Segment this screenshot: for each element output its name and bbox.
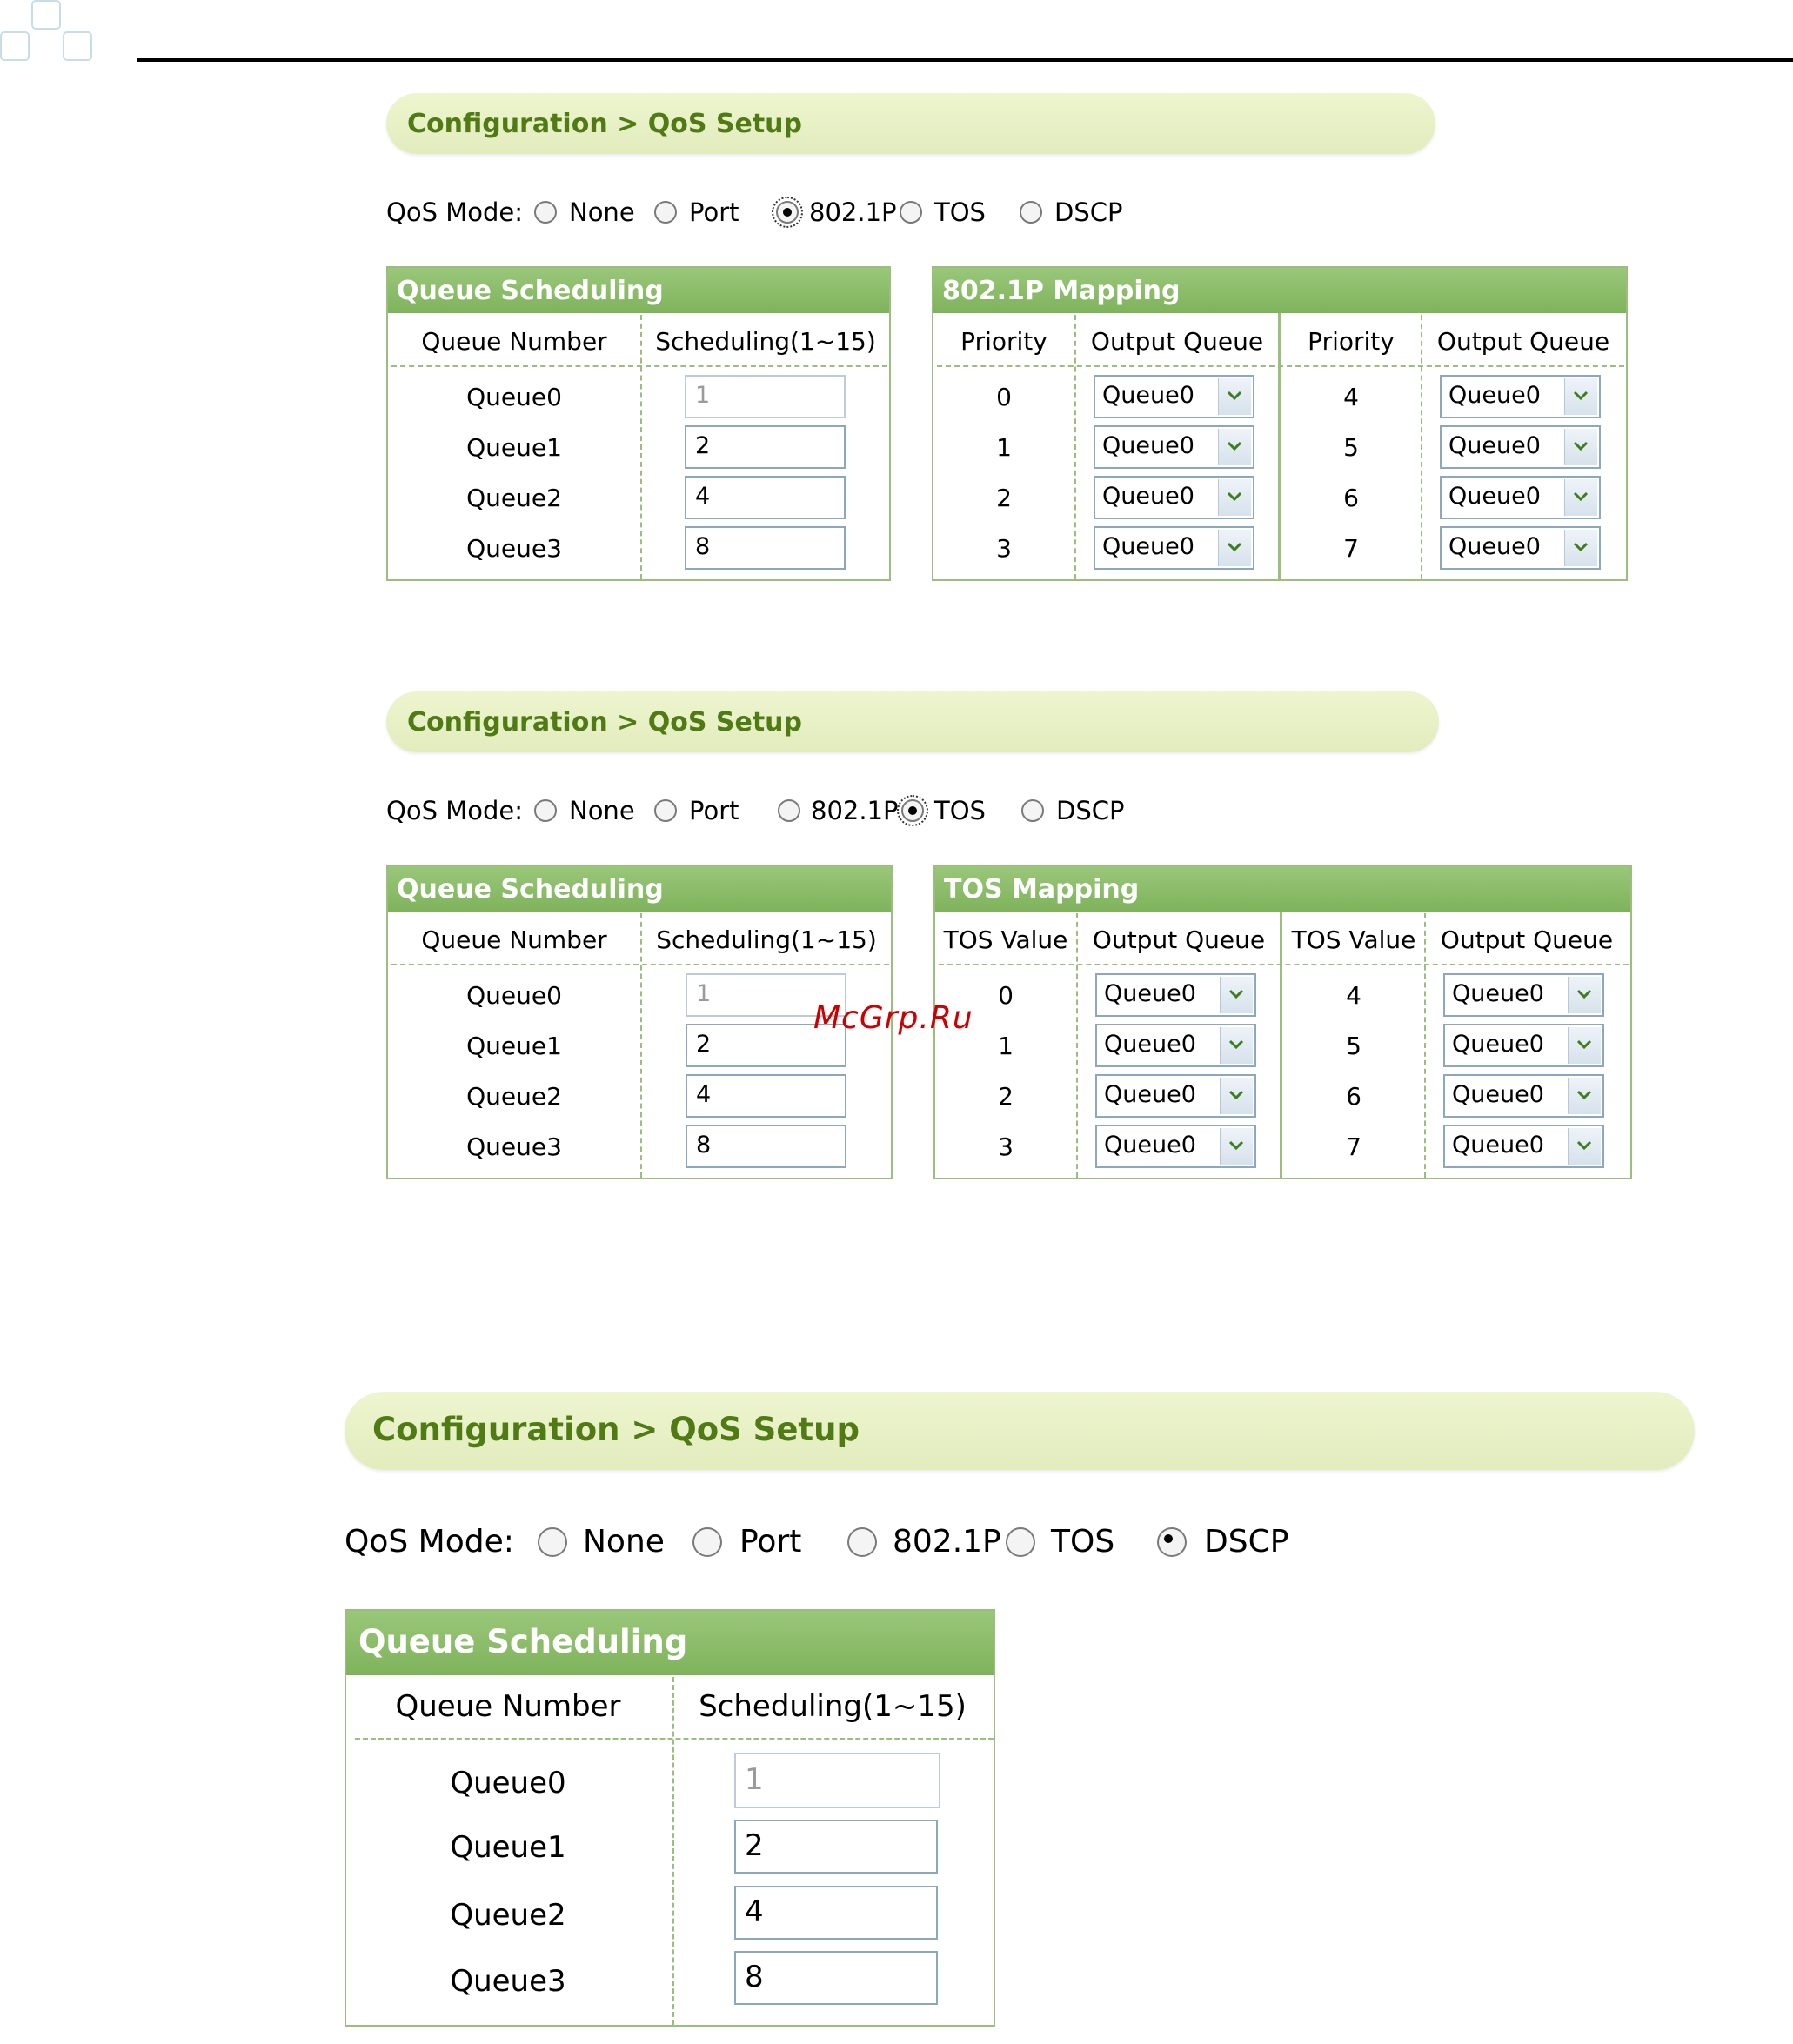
output-queue-select[interactable]: Queue0	[1440, 476, 1601, 519]
queue-label: Queue2	[466, 1082, 562, 1111]
chevron-down-icon[interactable]	[1564, 378, 1597, 415]
chevron-down-icon[interactable]	[1218, 378, 1251, 415]
scheduling-input-queue3[interactable]: 8	[685, 526, 846, 570]
mapping-box-8021p	[932, 266, 1628, 581]
header-rule	[137, 58, 1793, 62]
radio-dscp[interactable]	[1157, 1527, 1187, 1557]
breadcrumb-banner	[386, 691, 1439, 752]
queue-scheduling-header: Queue Scheduling	[388, 866, 891, 912]
chevron-down-icon[interactable]	[1220, 1027, 1253, 1064]
chevron-down-icon[interactable]	[1218, 479, 1251, 516]
output-queue-select[interactable]: Queue0	[1440, 526, 1601, 570]
col-output-queue: Output Queue	[1440, 925, 1614, 954]
watermark-text: McGrp.Ru	[813, 1000, 973, 1036]
priority-value: 0	[996, 383, 1012, 411]
scheduling-input-queue2[interactable]: 4	[685, 476, 846, 519]
radio-8021p[interactable]	[847, 1527, 877, 1557]
mapping-header: 802.1P Mapping	[933, 268, 1626, 313]
breadcrumb: Configuration > QoS Setup	[372, 1411, 860, 1448]
col-scheduling: Scheduling(1~15)	[699, 1689, 967, 1724]
scheduling-input-queue1[interactable]: 2	[734, 1820, 938, 1874]
radio-tos[interactable]	[900, 201, 922, 224]
tos-value: 2	[998, 1082, 1014, 1111]
breadcrumb-banner	[386, 93, 1435, 154]
group-divider	[1280, 912, 1282, 1178]
qos-mode-label: QoS Mode:	[386, 197, 523, 227]
col-priority: Priority	[960, 327, 1047, 356]
logo-square-icon	[63, 31, 92, 61]
queue-label: Queue2	[466, 484, 562, 512]
output-queue-select[interactable]: Queue0	[1094, 476, 1254, 519]
chevron-down-icon[interactable]	[1218, 429, 1251, 465]
queue-label: Queue3	[466, 1132, 562, 1161]
col-queue-number: Queue Number	[421, 327, 607, 356]
col-output-queue: Output Queue	[1436, 327, 1610, 356]
output-queue-select[interactable]: Queue0	[1095, 1024, 1256, 1067]
priority-value: 7	[1343, 534, 1359, 563]
header-divider	[391, 365, 887, 367]
column-divider	[640, 315, 642, 579]
scheduling-input-queue1[interactable]: 2	[685, 425, 846, 469]
qos-mode-label: QoS Mode:	[386, 796, 523, 825]
priority-value: 4	[1343, 383, 1359, 411]
scheduling-input-queue2[interactable]: 4	[686, 1074, 846, 1118]
col-queue-number: Queue Number	[395, 1689, 621, 1724]
output-queue-select[interactable]: Queue0	[1094, 375, 1254, 418]
priority-value: 5	[1343, 433, 1359, 462]
radio-dscp[interactable]	[1021, 799, 1044, 822]
chevron-down-icon[interactable]	[1564, 429, 1597, 465]
column-divider	[1421, 315, 1422, 579]
tos-value: 3	[998, 1132, 1014, 1161]
queue-scheduling-header: Queue Scheduling	[346, 1611, 994, 1675]
chevron-down-icon[interactable]	[1568, 1128, 1601, 1165]
output-queue-select[interactable]: Queue0	[1094, 425, 1254, 469]
output-queue-select[interactable]: Queue0	[1094, 526, 1254, 570]
queue-scheduling-box	[386, 266, 891, 581]
col-priority: Priority	[1308, 327, 1395, 356]
queue-label: Queue0	[466, 383, 562, 411]
col-output-queue: Output Queue	[1090, 327, 1264, 356]
scheduling-input-queue1[interactable]: 2	[686, 1024, 846, 1067]
scheduling-input-queue0: 1	[686, 973, 846, 1017]
chevron-down-icon[interactable]	[1564, 479, 1597, 516]
queue-label: Queue0	[466, 981, 562, 1010]
col-tos-value: TOS Value	[1291, 925, 1416, 954]
priority-value: 6	[1343, 484, 1359, 512]
radio-port[interactable]	[692, 1527, 722, 1557]
queue-label: Queue1	[466, 1032, 562, 1060]
scheduling-input-queue3[interactable]: 8	[686, 1125, 846, 1168]
logo-square-icon	[0, 31, 30, 61]
tos-value: 7	[1346, 1132, 1361, 1161]
radio-none[interactable]	[534, 799, 557, 822]
priority-value: 2	[996, 484, 1012, 512]
chevron-down-icon[interactable]	[1564, 530, 1597, 566]
output-queue-select[interactable]: Queue0	[1443, 973, 1604, 1017]
chevron-down-icon[interactable]	[1220, 1078, 1253, 1114]
output-queue-select[interactable]: Queue0	[1440, 375, 1601, 418]
output-queue-select[interactable]: Queue0	[1095, 973, 1256, 1017]
column-divider	[640, 913, 642, 1178]
qos-mode-label: QoS Mode:	[345, 1524, 514, 1560]
priority-value: 1	[996, 433, 1012, 462]
tos-value: 6	[1346, 1082, 1361, 1111]
col-tos-value: TOS Value	[943, 925, 1068, 954]
chevron-down-icon[interactable]	[1568, 977, 1601, 1013]
column-divider	[1076, 913, 1078, 1178]
scheduling-input-queue3[interactable]: 8	[734, 1951, 938, 2005]
chevron-down-icon[interactable]	[1568, 1027, 1601, 1064]
chevron-down-icon[interactable]	[1568, 1078, 1601, 1114]
group-divider	[1278, 313, 1281, 579]
output-queue-select[interactable]: Queue0	[1095, 1125, 1256, 1168]
priority-value: 3	[996, 534, 1012, 563]
chevron-down-icon[interactable]	[1220, 977, 1253, 1013]
queue-scheduling-box	[345, 1609, 995, 2027]
radio-tos[interactable]	[901, 799, 924, 822]
mapping-box-tos	[933, 865, 1632, 1179]
header-divider	[939, 964, 1629, 965]
col-scheduling: Scheduling(1~15)	[655, 327, 876, 356]
radio-none[interactable]	[538, 1527, 567, 1557]
output-queue-select[interactable]: Queue0	[1443, 1125, 1604, 1168]
output-queue-select[interactable]: Queue0	[1095, 1074, 1256, 1118]
column-divider	[1074, 315, 1076, 579]
output-queue-select[interactable]: Queue0	[1443, 1074, 1604, 1118]
queue-label: Queue3	[450, 1964, 566, 1999]
header-divider	[937, 365, 1624, 367]
col-output-queue: Output Queue	[1092, 925, 1266, 954]
output-queue-select[interactable]: Queue0	[1443, 1024, 1604, 1067]
queue-label: Queue2	[450, 1898, 566, 1933]
queue-scheduling-header: Queue Scheduling	[388, 268, 889, 313]
scheduling-input-queue0: 1	[734, 1753, 940, 1808]
radio-none[interactable]	[534, 201, 557, 224]
column-divider	[1424, 913, 1426, 1178]
queue-label: Queue1	[450, 1830, 566, 1865]
mapping-header: TOS Mapping	[935, 866, 1630, 912]
breadcrumb: Configuration > QoS Setup	[407, 707, 802, 738]
scheduling-input-queue2[interactable]: 4	[734, 1886, 938, 1940]
queue-label: Queue1	[466, 433, 562, 462]
radio-8021p[interactable]	[776, 201, 799, 224]
column-divider	[672, 1677, 674, 2025]
breadcrumb: Configuration > QoS Setup	[407, 109, 802, 139]
output-queue-select[interactable]: Queue0	[1440, 425, 1601, 469]
chevron-down-icon[interactable]	[1220, 1128, 1253, 1165]
tos-value: 4	[1346, 981, 1361, 1010]
radio-port[interactable]	[654, 799, 677, 822]
tos-value: 5	[1346, 1032, 1361, 1060]
breadcrumb-banner	[345, 1392, 1695, 1470]
tos-value: 1	[998, 1032, 1014, 1060]
radio-8021p[interactable]	[778, 799, 800, 822]
chevron-down-icon[interactable]	[1218, 530, 1251, 566]
radio-port[interactable]	[654, 201, 677, 224]
tos-value: 0	[998, 981, 1014, 1010]
radio-tos[interactable]	[1006, 1527, 1035, 1557]
radio-dscp[interactable]	[1020, 201, 1042, 224]
logo-square-icon	[31, 0, 61, 30]
col-queue-number: Queue Number	[421, 925, 607, 954]
col-scheduling: Scheduling(1~15)	[656, 925, 877, 954]
queue-label: Queue3	[466, 534, 562, 563]
scheduling-input-queue0: 1	[685, 375, 846, 418]
header-divider	[355, 1738, 994, 1740]
queue-label: Queue0	[450, 1766, 566, 1800]
